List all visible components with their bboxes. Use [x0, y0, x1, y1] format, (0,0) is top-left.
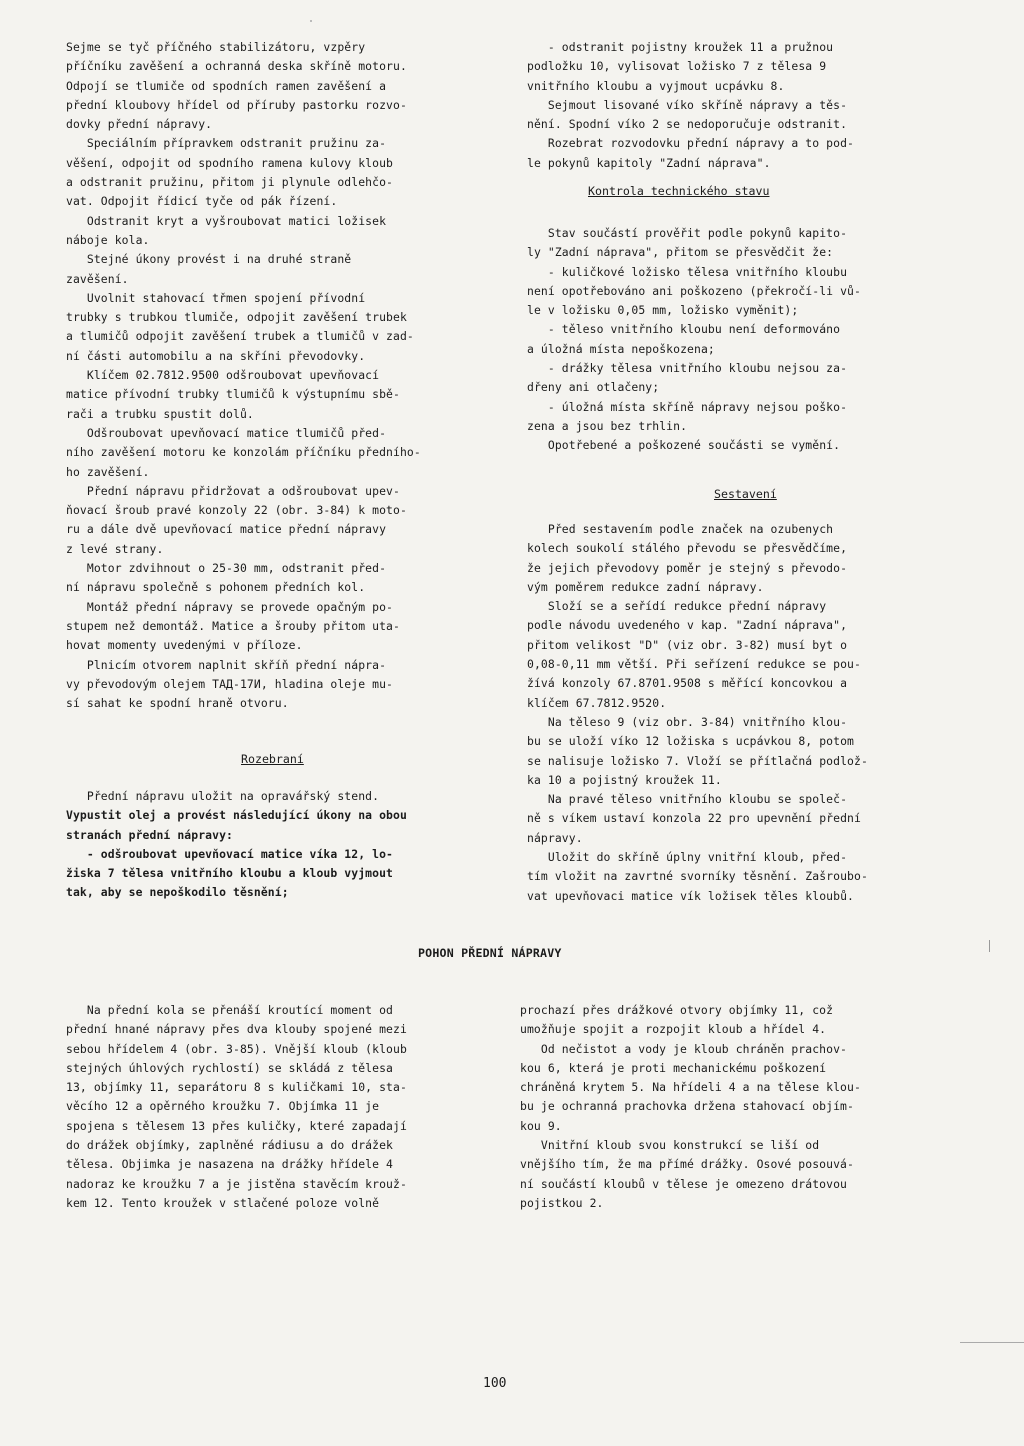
text-line: ly "Zadní náprava", přitom se přesvědčit že:	[527, 245, 834, 260]
text-line: přední kloubovy hřídel od příruby pastorku rozvo-	[66, 97, 407, 112]
top-right-column	[527, 38, 947, 173]
text-line: věšení, odpojit od spodního ramena kulovy kloub	[66, 155, 394, 170]
text-line: 13, objímky 11, separátoru 8 s kuličkami 10, sta-	[66, 1080, 407, 1095]
text-line: není opotřebováno ani poškozeno (překročí-li vů-	[527, 283, 861, 298]
text-line: že jejich převodovy poměr je stejný s převodo-	[527, 560, 848, 575]
text-line: ního zavěšení motoru ke konzolám příčníku předního-	[66, 445, 421, 460]
text-line: tělesa. Objimka je nasazena na drážky hřídele 4	[66, 1157, 394, 1172]
text-line: pojistkou 2.	[520, 1195, 604, 1210]
text-line: Vnitřní kloub svou konstrukcí se liší od	[520, 1138, 820, 1153]
text-line: ka 10 a pojistný kroužek 11.	[527, 772, 722, 787]
text-line: žiska 7 tělesa vnitřního kloubu a kloub vyjmout	[66, 866, 394, 881]
text-line: vat. Odpojit řídicí tyče od pák řízení.	[66, 194, 338, 209]
text-line: klíčem 67.7812.9520.	[527, 695, 667, 710]
text-line: podle návodu uvedeného v kap. "Zadní náprava",	[527, 618, 848, 633]
text-line: se nalisuje ložisko 7. Vloží se přítlačná podlož-	[527, 753, 868, 768]
text-line: kolech soukolí stálého převodu se přesvědčíme,	[527, 541, 848, 556]
text-line: - drážky tělesa vnitřního kloubu nejsou za-	[527, 361, 848, 376]
text-line: podložku 10, vylisovat ložisko 7 z tělesa 9	[527, 59, 827, 74]
text-line: ní části automobilu a na skříni převodovky.	[66, 348, 366, 363]
text-line: chráněná krytem 5. Na hřídeli 4 a na tělese klou-	[520, 1080, 861, 1095]
text-line: Sejmout lisované víko skříně nápravy a těs-	[527, 97, 848, 112]
text-line: tak, aby se nepoškodilo těsnění;	[66, 885, 289, 900]
text-line: - úložná místa skříně nápravy nejsou poško-	[527, 399, 848, 414]
text-line: příčníku zavěšení a ochranná deska skříně motoru.	[66, 59, 407, 74]
text-line: Sejme se tyč příčného stabilizátoru, vzpěry	[66, 40, 366, 54]
text-line: Na přední kola se přenáší kroutící moment od	[66, 1003, 394, 1017]
text-line: - těleso vnitřního kloubu není deformováno	[527, 322, 841, 337]
text-line: ně s víkem ustaví konzola 22 pro upevnění přední	[527, 811, 861, 826]
text-line: Vypustit olej a provést následující úkony na obou	[66, 808, 407, 823]
text-line: tím vložit na zavrtné svorníky těsnění. Zašroubo-	[527, 869, 868, 884]
text-line: Rozebrat rozvodovku přední nápravy a to pod-	[527, 136, 855, 151]
text-line: věcího 12 a opěrného kroužku 7. Objímka 11 je	[66, 1099, 380, 1114]
text-line: Odstranit kryt a vyšroubovat matici ložisek	[66, 213, 387, 228]
text-line: a úložná místa nepoškozena;	[527, 341, 715, 356]
text-line: dřeny ani otlačeny;	[527, 380, 660, 395]
text-line: vat upevňovaci matice vík ložisek těles kloubů.	[527, 888, 855, 903]
text-line: matice přívodní trubky tlumičů k výstupnímu sbě-	[66, 387, 400, 402]
text-line: Od nečistot a vody je kloub chráněn prachov-	[520, 1041, 848, 1056]
text-line: - kuličkové ložisko tělesa vnitřního kloubu	[527, 264, 848, 279]
text-line: náboje kola.	[66, 232, 150, 247]
text-line: ru a dále dvě upevňovací matice přední nápravy	[66, 522, 387, 537]
text-line: vnějšího tím, že ma přímé drážky. Osové posouvá-	[520, 1157, 854, 1172]
text-line: Před sestavením podle značek na ozubenych	[527, 522, 834, 536]
text-line: sí sahat ke spodní hraně otvoru.	[66, 696, 289, 711]
page-number: 100	[483, 1376, 507, 1391]
text-line: vým poměrem redukce zadní nápravy.	[527, 579, 764, 594]
heading-rozebrani: Rozebraní	[241, 752, 304, 766]
text-line: Přední nápravu přidržovat a odšroubovat upev-	[66, 483, 400, 498]
text-line: a tlumičů odpojit zavěšení trubek a tlumičů v zad-	[66, 329, 414, 344]
sestaveni-text	[527, 520, 947, 906]
text-line: 0,08-0,11 mm větší. Při seřízení redukce se pou-	[527, 657, 861, 672]
heading-kontrola: Kontrola technického stavu	[588, 184, 770, 198]
text-line: nápravy.	[527, 830, 583, 845]
section-title: POHON PŘEDNÍ NÁPRAVY	[418, 946, 562, 960]
text-line: bu se uloží víko 12 ložiska s ucpávkou 8, potom	[527, 734, 855, 749]
text-line: Uvolnit stahovací třmen spojení přívodní	[66, 290, 366, 305]
text-line: vy převodovým olejem ТАД-17И, hladina oleje mu-	[66, 676, 394, 691]
text-line: Motor zdvihnout o 25-30 mm, odstranit před-	[66, 561, 387, 576]
kontrola-text	[527, 224, 947, 456]
text-line: kou 6, která je proti mechanickému poškození	[520, 1060, 827, 1075]
text-line: Uložit do skříně úplny vnitřní kloub, před-	[527, 850, 848, 865]
text-line: trubky s trubkou tlumiče, odpojit zavěšení trubek	[66, 310, 407, 325]
text-line: žívá konzoly 67.8701.9508 s měřící koncovkou a	[527, 676, 848, 691]
bottom-right-column	[520, 1001, 940, 1213]
text-line: sebou hřídelem 4 (obr. 3-85). Vnější kloub (kloub	[66, 1041, 407, 1056]
text-line: Složí se a seřídí redukce přední nápravy	[527, 599, 827, 614]
text-line: prochazí přes drážkové otvory objímky 11, což	[520, 1003, 834, 1017]
text-line: zavěšení.	[66, 271, 129, 286]
text-line: le v ložisku 0,05 mm, ložisko vyměnit);	[527, 303, 799, 318]
text-line: Odšroubovat upevňovací matice tlumičů před-	[66, 425, 387, 440]
text-line: bu je ochranná prachovka držena stahovací objím-	[520, 1099, 854, 1114]
scan-mark	[989, 940, 990, 952]
text-line: ní součástí kloubů v tělese je omezeno drátovou	[520, 1176, 848, 1191]
top-left-column	[66, 38, 466, 713]
text-line: Odpojí se tlumiče od spodních ramen zavěšení a	[66, 78, 387, 93]
text-line: a odstranit pružinu, přitom ji plynule odlehčo-	[66, 175, 394, 190]
text-line: stupem než demontáž. Matice a šrouby přitom uta-	[66, 618, 400, 633]
text-line: nadoraz ke kroužku 7 a je jistěna stavěcím krouž-	[66, 1176, 407, 1191]
text-line: do drážek objímky, zaplněné rádiusu a do drážek	[66, 1138, 394, 1153]
text-line: ňovací šroub pravé konzoly 22 (obr. 3-84) k moto-	[66, 503, 407, 518]
text-line: umožňuje spojit a rozpojit kloub a hřídel 4.	[520, 1022, 827, 1037]
text-line: z levé strany.	[66, 541, 164, 556]
text-line: hovat momenty uvedenými v příloze.	[66, 638, 303, 653]
text-line: Na těleso 9 (viz obr. 3-84) vnitřního klou-	[527, 714, 848, 729]
text-line: kou 9.	[520, 1118, 562, 1133]
text-line: Opotřebené a poškozené součásti se vymění.	[527, 438, 841, 453]
text-line: Montáž přední nápravy se provede opačným po-	[66, 599, 394, 614]
text-line: Stejné úkony provést i na druhé straně	[66, 252, 352, 267]
text-line: ho zavěšení.	[66, 464, 150, 479]
text-line: ní nápravu společně s pohonem předních kol.	[66, 580, 366, 595]
text-line: Na pravé těleso vnitřního kloubu se společ-	[527, 792, 848, 807]
text-line: stejných úhlových rychlostí) se skládá z tělesa	[66, 1060, 394, 1075]
scan-mark	[960, 1342, 1024, 1343]
text-line: zena a jsou bez trhlin.	[527, 418, 688, 433]
bottom-left-column	[66, 1001, 466, 1213]
text-line: vnitřního kloubu a vyjmout ucpávku 8.	[527, 78, 785, 93]
text-line: Plnicím otvorem naplnit skříň přední nápra-	[66, 657, 387, 672]
rozebrani-text	[66, 787, 466, 903]
text-line: přední hnané nápravy přes dva klouby spojené mezi	[66, 1022, 407, 1037]
text-line: Speciálním přípravkem odstranit pružinu za-	[66, 136, 387, 151]
text-line: nění. Spodní víko 2 se nedoporučuje odstranit.	[527, 117, 848, 132]
text-line: - odšroubovat upevňovací matice víka 12, lo-	[66, 846, 394, 861]
text-line: - odstranit pojistny kroužek 11 a pružnou	[527, 40, 834, 54]
heading-sestaveni: Sestavení	[714, 487, 777, 501]
text-line: rači a trubku spustit dolů.	[66, 406, 254, 421]
text-line: Klíčem 02.7812.9500 odšroubovat upevňovací	[66, 368, 380, 383]
scan-mark	[310, 20, 312, 22]
text-line: le pokynů kapitoly "Zadní náprava".	[527, 155, 771, 170]
text-line: spojena s tělesem 13 přes kuličky, které zapadají	[66, 1118, 407, 1133]
text-line: Stav součástí prověřit podle pokynů kapito-	[527, 226, 848, 240]
text-line: dovky přední nápravy.	[66, 117, 213, 132]
text-line: stranách přední nápravy:	[66, 827, 233, 842]
text-line: Přední nápravu uložit na opravářský stend.	[66, 789, 380, 803]
text-line: přitom velikost "D" (viz obr. 3-82) musí byt o	[527, 637, 848, 652]
text-line: kem 12. Tento kroužek v stlačené poloze volně	[66, 1195, 380, 1210]
